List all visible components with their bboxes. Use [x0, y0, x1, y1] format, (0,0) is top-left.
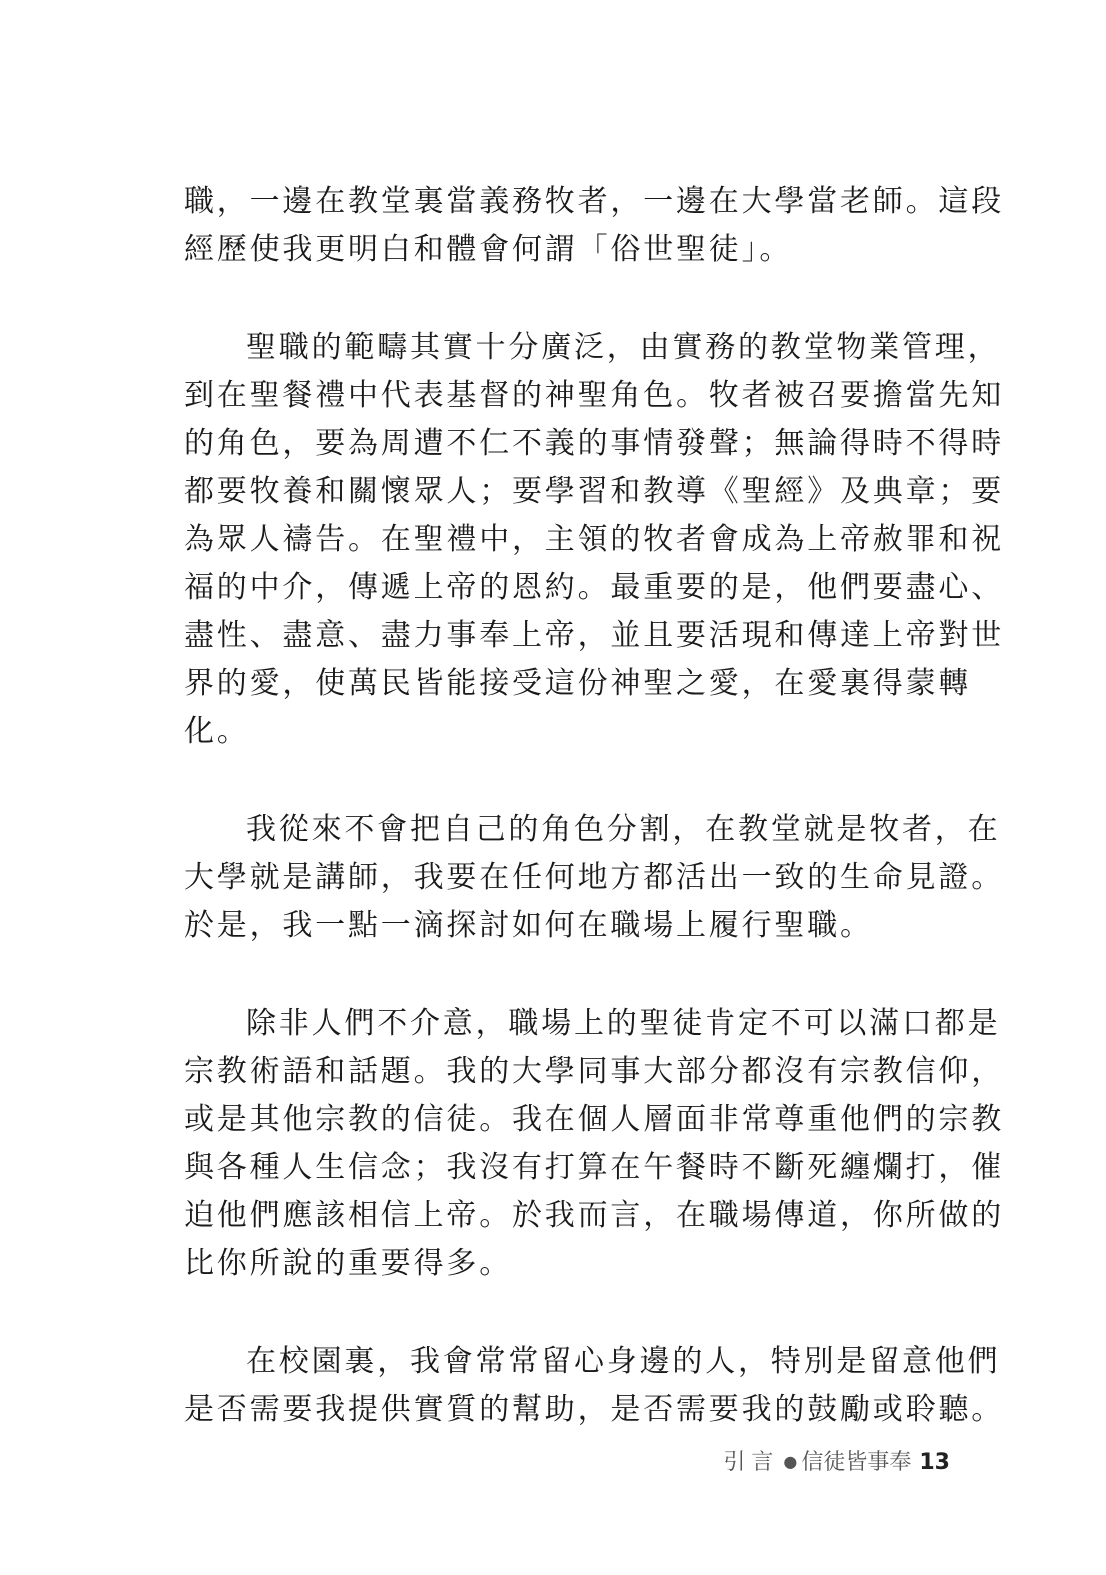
footer-book-title: 信徒皆事奉	[801, 1450, 912, 1475]
text-line: 於是，我一點一滴探討如何在職場上履行聖職。	[184, 908, 873, 943]
paragraph	[184, 324, 1004, 756]
page-number: 13	[919, 1450, 950, 1475]
paragraph	[184, 178, 1004, 274]
text-line: 福的中介，傳遞上帝的恩約。最重要的是，他們要盡心、	[184, 570, 1004, 605]
text-line: 比你所說的重要得多。	[184, 1246, 512, 1281]
body-text	[184, 178, 1004, 1484]
text-line: 盡性、盡意、盡力事奉上帝，並且要活現和傳達上帝對世	[184, 618, 1004, 653]
text-line: 與各種人生信念；我沒有打算在午餐時不斷死纏爛打，催	[184, 1150, 1004, 1185]
text-line: 宗教術語和話題。我的大學同事大部分都沒有宗教信仰，	[184, 1054, 1004, 1089]
text-line: 職，一邊在教堂裏當義務牧者，一邊在大學當老師。這段	[184, 184, 1004, 219]
text-line: 化。	[184, 714, 250, 749]
text-line: 經歷使我更明白和體會何謂「俗世聖徒」。	[184, 232, 793, 267]
text-line: 大學就是講師，我要在任何地方都活出一致的生命見證。	[184, 860, 1004, 895]
text-line: 除非人們不介意，職場上的聖徒肯定不可以滿口都是	[246, 1006, 1001, 1041]
text-line: 迫他們應該相信上帝。於我而言，在職場傳道，你所做的	[184, 1198, 1004, 1233]
text-line: 我從來不會把自己的角色分割，在教堂就是牧者，在	[246, 812, 1001, 847]
text-line: 或是其他宗教的信徒。我在個人層面非常尊重他們的宗教	[184, 1102, 1004, 1137]
paragraph	[184, 806, 1004, 950]
text-line: 在校園裏，我會常常留心身邊的人，特別是留意他們	[246, 1344, 1001, 1379]
footer-separator-icon: ●	[783, 1452, 798, 1471]
paragraph	[184, 1338, 1004, 1434]
text-line: 聖職的範疇其實十分廣泛，由實務的教堂物業管理，	[246, 330, 1001, 365]
text-line: 都要牧養和關懷眾人；要學習和教導《聖經》及典章；要	[184, 474, 1004, 509]
text-line: 的角色，要為周遭不仁不義的事情發聲；無論得時不得時	[184, 426, 1004, 461]
text-line: 到在聖餐禮中代表基督的神聖角色。牧者被召要擔當先知	[184, 378, 1004, 413]
text-line: 為眾人禱告。在聖禮中，主領的牧者會成為上帝赦罪和祝	[184, 522, 1004, 557]
text-line: 是否需要我提供實質的幫助，是否需要我的鼓勵或聆聽。	[184, 1392, 1004, 1427]
text-line: 界的愛，使萬民皆能接受這份神聖之愛，在愛裏得蒙轉	[184, 666, 972, 701]
footer-chapter: 引言	[723, 1450, 780, 1475]
running-footer	[723, 1444, 950, 1480]
paragraph	[184, 1000, 1004, 1288]
